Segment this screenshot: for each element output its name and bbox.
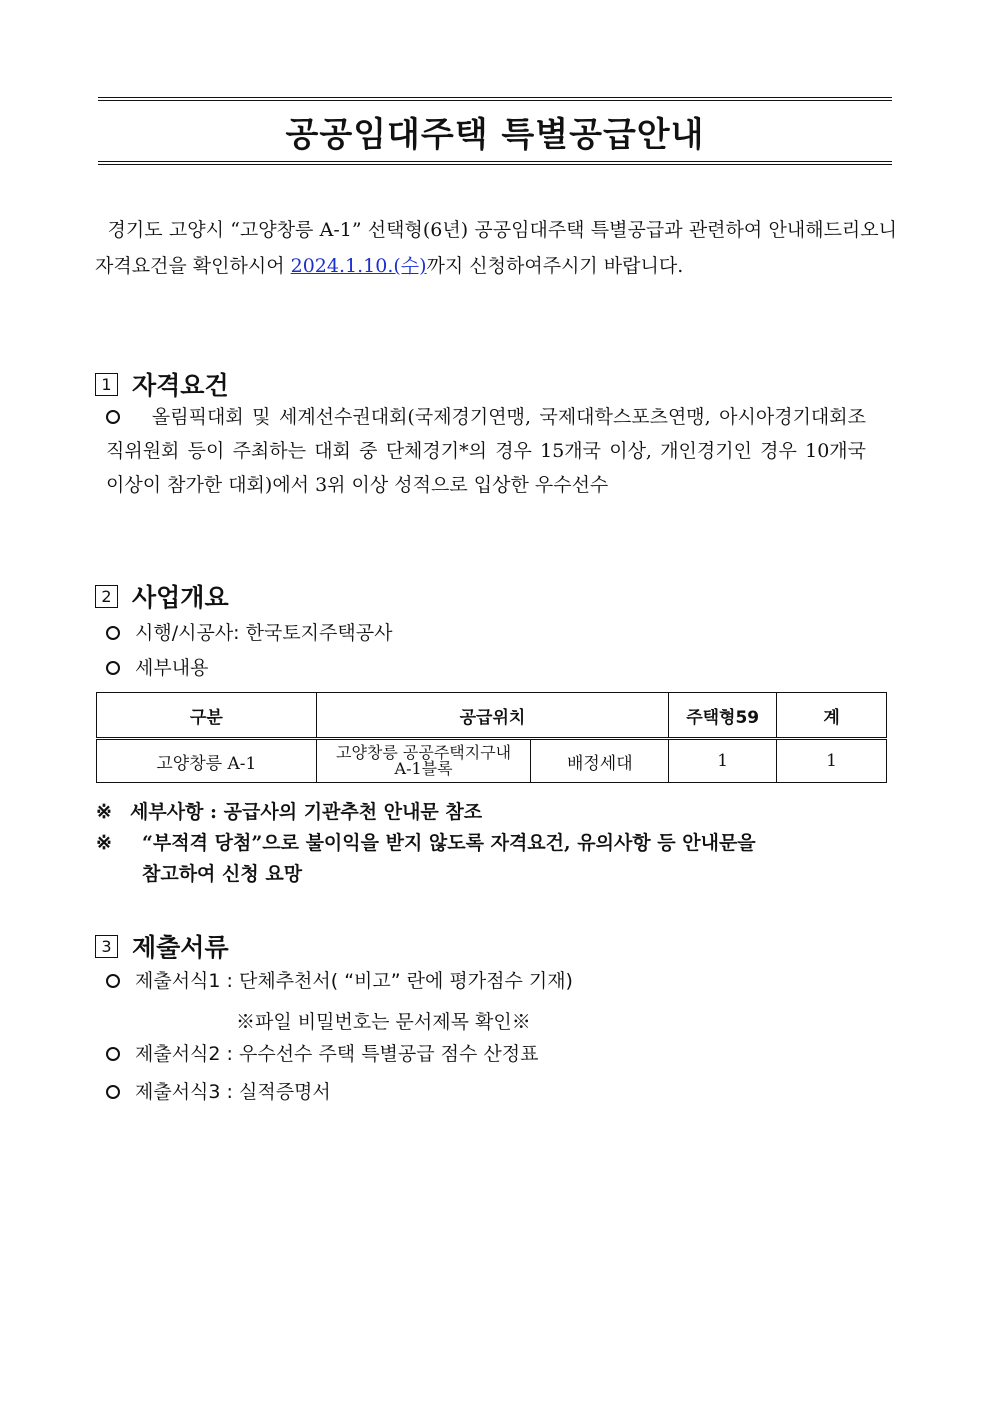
title-box	[98, 97, 892, 165]
bullet-form3	[106, 1077, 331, 1104]
cell-area: 고양창릉 A-1	[97, 739, 317, 783]
section-2-title: 사업개요	[132, 583, 229, 612]
bullet-circle-icon	[106, 410, 120, 424]
cell-count59: 1	[669, 739, 777, 783]
bullet-form2	[106, 1039, 538, 1066]
bullet-circle-icon	[106, 661, 120, 675]
bullet-circle-icon	[106, 974, 120, 988]
reference-mark: ※	[96, 801, 112, 823]
form3-text: 제출서식3 : 실적증명서	[135, 1081, 331, 1103]
cell-location-line1: 고양창릉 공공주택지구내	[336, 743, 512, 762]
table-row	[97, 739, 887, 783]
developer-text: 시행/시공사: 한국토지주택공사	[135, 622, 393, 644]
deadline-date: 2024.1.10.(수)	[290, 255, 427, 277]
note-warning	[96, 828, 900, 890]
form1-text: 제출서식1 : 단체추천서( “비고” 란에 평가점수 기재)	[135, 970, 573, 992]
cell-location	[316, 739, 531, 783]
password-note	[236, 1007, 531, 1034]
header-category: 구분	[97, 693, 317, 739]
note-warning-line1: “부적격 당첨”으로 불이익을 받지 않도록 자격요건, 유의사항 등 안내문을	[142, 832, 756, 854]
document-title: 공공임대주택 특별공급안내	[285, 114, 705, 155]
intro-paragraph	[95, 212, 897, 284]
table-header-row	[97, 693, 887, 739]
cell-total: 1	[777, 739, 887, 783]
section-2-heading	[95, 578, 229, 614]
section-2-number: 2	[95, 585, 118, 608]
password-note-text: ※파일 비밀번호는 문서제목 확인※	[236, 1011, 531, 1033]
bullet-circle-icon	[106, 1085, 120, 1099]
note-details-text: 세부사항 : 공급사의 기관추천 안내문 참조	[130, 801, 483, 823]
supply-table	[96, 692, 887, 783]
bullet-form1	[106, 966, 573, 993]
eligibility-text: 올림픽대회 및 세계선수권대회(국제경기연맹, 국제대학스포츠연맹, 아시아경기대회조직위원회 등이 주최하는 대회 중 단체경기*의 경우 15개국 이상, 개인경기인 경우 10개국 이상이 참가한 대회)에서 3위 이상 성적으로 입상한 우수선수	[106, 406, 866, 496]
bullet-circle-icon	[106, 626, 120, 640]
note-warning-line2: 참고하여 신청 요망	[142, 863, 303, 885]
intro-text-1: 경기도 고양시 “고양창릉 A-1” 선택형(6년) 공공임대주택 특별공급과 관련하여 안내해드리오니 자격요건을 확인하시어	[95, 219, 897, 277]
note-details	[96, 797, 900, 828]
section-3-heading	[95, 928, 229, 964]
cell-location-line2: A-1블록	[394, 759, 453, 778]
section-1-title: 자격요건	[132, 371, 229, 400]
header-location: 공급위치	[316, 693, 669, 739]
header-total: 계	[777, 693, 887, 739]
details-text: 세부내용	[135, 657, 209, 679]
reference-mark: ※	[96, 832, 112, 854]
intro-text-2: 까지 신청하여주시기 바랍니다.	[426, 255, 684, 277]
form2-text: 제출서식2 : 우수선수 주택 특별공급 점수 산정표	[135, 1043, 539, 1065]
bullet-details	[106, 653, 208, 680]
header-type59: 주택형59	[669, 693, 777, 739]
section-3-title: 제출서류	[132, 933, 229, 962]
eligibility-paragraph	[106, 400, 866, 502]
bullet-developer	[106, 618, 392, 645]
section-1-number: 1	[95, 373, 118, 396]
section-3-number: 3	[95, 935, 118, 958]
bullet-circle-icon	[106, 1047, 120, 1061]
section-1-heading	[95, 366, 229, 402]
cell-type: 배정세대	[531, 739, 669, 783]
